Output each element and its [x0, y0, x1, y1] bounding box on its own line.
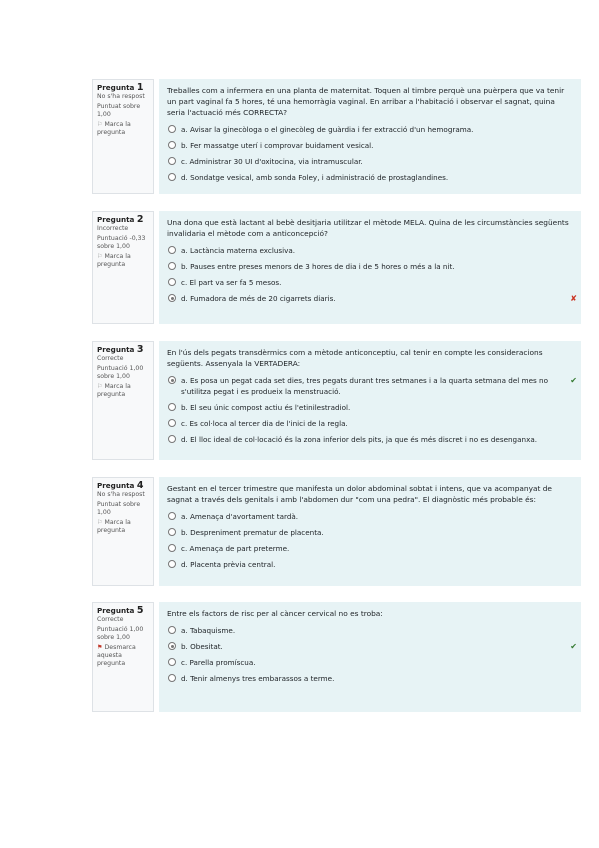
question-4	[92, 477, 581, 586]
question-info	[92, 602, 154, 712]
answer-option-a[interactable]: a. Lactància materna exclusiva.	[167, 245, 573, 256]
question-grade: Puntuació 1,00 sobre 1,00	[97, 626, 144, 641]
question-text: Entre els factors de risc per al càncer cervical no es troba:	[167, 609, 383, 618]
question-state: Correcte	[97, 355, 124, 362]
radio-button-selected[interactable]	[168, 376, 176, 384]
unflag-question-link[interactable]: ⚑ Desmarca aquesta pregunta	[97, 644, 136, 667]
question-grade: Puntuat sobre 1,00	[97, 501, 141, 516]
question-text: Una dona que està lactant al bebè desitjaria utilitzar el mètode MELA. Quina de les circumstàncies següents invalidaria el mètode com a anticoncepció?	[167, 218, 569, 238]
question-3	[92, 341, 581, 460]
question-number: Pregunta 1	[97, 82, 144, 93]
radio-button[interactable]	[168, 560, 176, 568]
flag-question-link[interactable]: ⚐ Marca la pregunta	[97, 519, 131, 534]
correct-icon: ✔	[570, 376, 577, 385]
correct-icon: ✔	[570, 642, 577, 651]
question-number: Pregunta 4	[97, 480, 144, 491]
question-info	[92, 79, 154, 194]
answer-option-a[interactable]: a. Amenaça d'avortament tardà.	[167, 511, 573, 522]
question-text: Gestant en el tercer trimestre que manifesta un dolor abdominal sobtat i intens, que va acompanyat de sagnat a través dels genitals i amb l'abdomen dur "com una pedra". El diagnòstic més probable és:	[167, 484, 552, 504]
answer-option-b[interactable]: b. Despreniment prematur de placenta.	[167, 527, 573, 538]
radio-button-selected[interactable]	[168, 294, 176, 302]
answer-option-a[interactable]: a. Es posa un pegat cada set dies, tres pegats durant tres setmanes i a la quarta setmana del mes no s'utilitza pegat i es produeix la menstruació. ✔	[167, 375, 573, 397]
flag-question-link[interactable]: ⚐ Marca la pregunta	[97, 121, 131, 136]
question-content	[159, 477, 581, 586]
answer-option-a[interactable]: a. Tabaquisme.	[167, 625, 573, 636]
answer-option-d[interactable]: d. El lloc ideal de col·locació és la zona inferior dels pits, ja que és més discret i no es desenganxa.	[167, 434, 573, 445]
answer-option-d[interactable]: d. Tenir almenys tres embarassos a terme.	[167, 673, 573, 684]
radio-button[interactable]	[168, 435, 176, 443]
radio-button[interactable]	[168, 419, 176, 427]
flag-icon: ⚐	[97, 383, 103, 390]
radio-button[interactable]	[168, 512, 176, 520]
radio-button[interactable]	[168, 544, 176, 552]
flag-icon: ⚑	[97, 644, 103, 651]
question-state: Correcte	[97, 616, 124, 623]
answer-option-b[interactable]: b. El seu únic compost actiu és l'etinilestradiol.	[167, 402, 573, 413]
answer-option-c[interactable]: c. Administrar 30 UI d'oxitocina, via intramuscular.	[167, 156, 573, 167]
question-text: Treballes com a infermera en una planta de maternitat. Toquen al timbre perquè una puèrpera que va tenir un part vaginal fa 5 hores, té una hemorràgia vaginal. En arribar a l'habitació i observar el sagnat, quina seria l'actuació més CORRECTA?	[167, 86, 565, 117]
radio-button[interactable]	[168, 262, 176, 270]
flag-icon: ⚐	[97, 519, 103, 526]
flag-icon: ⚐	[97, 253, 103, 260]
question-number: Pregunta 3	[97, 344, 144, 355]
answer-option-d[interactable]: d. Sondatge vesical, amb sonda Foley, i administració de prostaglandines.	[167, 172, 573, 183]
radio-button[interactable]	[168, 246, 176, 254]
answer-option-b[interactable]: b. Pauses entre preses menors de 3 hores de dia i de 5 hores o més a la nit.	[167, 261, 573, 272]
flag-icon: ⚐	[97, 121, 103, 128]
question-content	[159, 602, 581, 712]
question-info	[92, 211, 154, 324]
radio-button[interactable]	[168, 403, 176, 411]
question-content	[159, 341, 581, 460]
incorrect-icon: ✘	[570, 294, 577, 303]
question-number: Pregunta 2	[97, 214, 144, 225]
answer-option-d[interactable]: d. Placenta prèvia central.	[167, 559, 573, 570]
question-state: No s'ha respost	[97, 93, 145, 100]
radio-button[interactable]	[168, 528, 176, 536]
question-2	[92, 211, 581, 324]
question-info	[92, 477, 154, 586]
radio-button[interactable]	[168, 626, 176, 634]
answer-option-c[interactable]: c. Es col·loca al tercer dia de l'inici de la regla.	[167, 418, 573, 429]
flag-question-link[interactable]: ⚐ Marca la pregunta	[97, 253, 131, 268]
radio-button[interactable]	[168, 278, 176, 286]
question-grade: Puntuació -0,33 sobre 1,00	[97, 235, 146, 250]
answer-option-b[interactable]: b. Fer massatge uterí i comprovar buidament vesical.	[167, 140, 573, 151]
question-info	[92, 341, 154, 460]
question-5	[92, 602, 581, 712]
question-content	[159, 211, 581, 324]
radio-button-selected[interactable]	[168, 642, 176, 650]
answer-option-a[interactable]: a. Avisar la ginecòloga o el ginecòleg de guàrdia i fer extracció d'un hemograma.	[167, 124, 573, 135]
radio-button[interactable]	[168, 658, 176, 666]
answer-option-c[interactable]: c. Parella promíscua.	[167, 657, 573, 668]
radio-button[interactable]	[168, 141, 176, 149]
flag-question-link[interactable]: ⚐ Marca la pregunta	[97, 383, 131, 398]
question-text: En l'ús dels pegats transdèrmics com a mètode anticonceptiu, cal tenir en compte les consideracions següents. Assenyala la VERTADERA:	[167, 348, 543, 368]
question-grade: Puntuat sobre 1,00	[97, 103, 141, 118]
answer-option-c[interactable]: c. Amenaça de part preterme.	[167, 543, 573, 554]
radio-button[interactable]	[168, 674, 176, 682]
question-content	[159, 79, 581, 194]
question-state: Incorrecte	[97, 225, 129, 232]
question-1	[92, 79, 581, 194]
question-grade: Puntuació 1,00 sobre 1,00	[97, 365, 144, 380]
answer-option-b[interactable]: b. Obesitat. ✔	[167, 641, 573, 652]
radio-button[interactable]	[168, 125, 176, 133]
radio-button[interactable]	[168, 173, 176, 181]
question-state: No s'ha respost	[97, 491, 145, 498]
radio-button[interactable]	[168, 157, 176, 165]
question-number: Pregunta 5	[97, 605, 144, 616]
answer-option-d[interactable]: d. Fumadora de més de 20 cigarrets diaris. ✘	[167, 293, 573, 304]
answer-option-c[interactable]: c. El part va ser fa 5 mesos.	[167, 277, 573, 288]
